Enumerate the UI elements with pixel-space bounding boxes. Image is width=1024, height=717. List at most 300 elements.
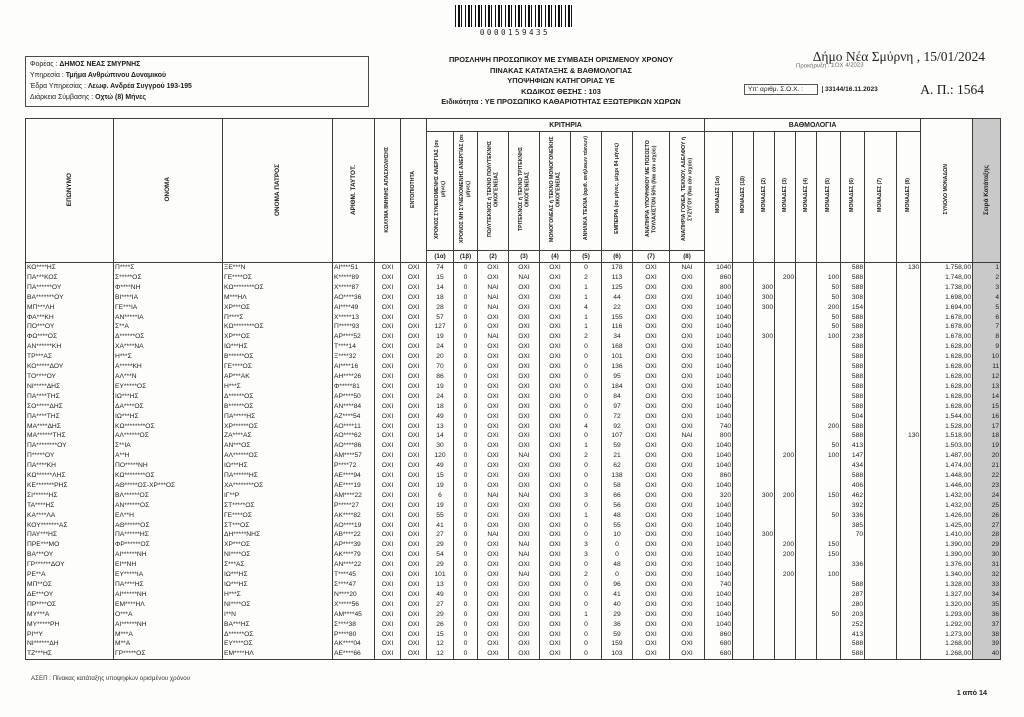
table-row xyxy=(26,332,1001,342)
table-row xyxy=(26,392,1001,402)
cell-crit-7: ΟΧΙ xyxy=(633,501,670,511)
cell-units-1a: 1040 xyxy=(705,481,733,491)
cell-crit-5: 1 xyxy=(571,610,602,620)
cell-crit-2: ΟΧΙ xyxy=(478,392,509,402)
cell-crit-6: 155 xyxy=(602,313,633,323)
cell-crit-1b: 0 xyxy=(454,491,478,501)
cell-units-2: 300 xyxy=(754,303,775,313)
cell-total: 1.432,00 xyxy=(921,501,973,511)
cell-units-1b xyxy=(733,530,754,540)
cell-crit-4: ΟΧΙ xyxy=(540,362,571,372)
cell-crit-7: ΟΧΙ xyxy=(633,550,670,560)
cell-units-8 xyxy=(897,322,921,332)
cell-father-name: ΙΓ**Ρ xyxy=(223,491,333,501)
cell-units-6: 588 xyxy=(841,263,865,273)
cell-units-3 xyxy=(775,461,796,471)
cell-name: ΒΙ****ΙΑ xyxy=(114,293,223,303)
cell-kolyma: ΟΧΙ xyxy=(375,649,401,659)
col-header-crit-6: ΕΜΠΕΙΡΙΑ (σε μήνες, μέχρι 84 μήνες) xyxy=(602,132,633,251)
cell-crit-7: ΟΧΙ xyxy=(633,313,670,323)
cell-units-1a: 1040 xyxy=(705,501,733,511)
cell-crit-2: ΟΧΙ xyxy=(478,263,509,273)
cell-crit-2: ΟΧΙ xyxy=(478,441,509,451)
cell-kolyma: ΟΧΙ xyxy=(375,481,401,491)
cell-father-name: ΧΡ***ΟΣ xyxy=(223,303,333,313)
cell-id-number: ΑΗ****26 xyxy=(333,372,375,382)
cell-kolyma: ΟΧΙ xyxy=(375,580,401,590)
table-row xyxy=(26,620,1001,630)
cell-units-7 xyxy=(865,402,897,412)
cell-crit-1b: 0 xyxy=(454,630,478,640)
cell-crit-1a: 49 xyxy=(427,412,454,422)
cell-units-5 xyxy=(817,431,841,441)
cell-rank: 15 xyxy=(973,402,1001,412)
cell-units-3 xyxy=(775,580,796,590)
cell-units-3 xyxy=(775,600,796,610)
cell-crit-2: ΟΧΙ xyxy=(478,620,509,630)
cell-crit-3: ΟΧΙ xyxy=(509,303,540,313)
cell-units-1b xyxy=(733,313,754,323)
cell-total: 1.293,00 xyxy=(921,610,973,620)
cell-units-1a: 1040 xyxy=(705,332,733,342)
cell-name: ΕΜ****ΗΛ xyxy=(114,600,223,610)
col-header-units-5: ΜΟΝΑΔΕΣ (5) xyxy=(817,132,841,263)
col-header-units-0: ΜΟΝΑΔΕΣ (1α) xyxy=(705,132,733,263)
cell-crit-6: 0 xyxy=(602,550,633,560)
cell-units-8 xyxy=(897,402,921,412)
cell-units-1b xyxy=(733,540,754,550)
cell-crit-4: ΟΧΙ xyxy=(540,639,571,649)
cell-id-number: ΑΕ****66 xyxy=(333,649,375,659)
cell-name: Δ******ΟΣ xyxy=(114,332,223,342)
cell-crit-1a: 19 xyxy=(427,481,454,491)
cell-units-2 xyxy=(754,501,775,511)
cell-units-1b xyxy=(733,352,754,362)
cell-crit-3: ΟΧΙ xyxy=(509,293,540,303)
table-body xyxy=(26,263,1001,660)
cell-crit-7: ΟΧΙ xyxy=(633,590,670,600)
cell-units-3 xyxy=(775,283,796,293)
cell-units-6: 588 xyxy=(841,639,865,649)
col-header-crit-2: ΠΟΛΥΤΕΚΝΟΣ ή ΤΕΚΝΟ ΠΟΛΥΤΕΚΝΗΣ ΟΙΚΟΓΕΝΕΙΑΣ xyxy=(478,132,509,251)
cell-id-number: ΑΟ****36 xyxy=(333,293,375,303)
cell-id-number: ΑΙ****51 xyxy=(333,263,375,273)
cell-name: Η***Σ xyxy=(114,352,223,362)
table-row xyxy=(26,491,1001,501)
sub-label-6: (6) xyxy=(602,251,633,263)
cell-entopiotita: ΟΧΙ xyxy=(401,372,427,382)
cell-units-7 xyxy=(865,362,897,372)
cell-entopiotita: ΟΧΙ xyxy=(401,283,427,293)
cell-crit-5: 3 xyxy=(571,540,602,550)
cell-crit-1a: 70 xyxy=(427,362,454,372)
cell-crit-8: ΟΧΙ xyxy=(670,590,705,600)
cell-crit-5: 0 xyxy=(571,471,602,481)
cell-surname: ΡΕ**Α xyxy=(26,570,114,580)
cell-entopiotita: ΟΧΙ xyxy=(401,342,427,352)
cell-crit-5: 0 xyxy=(571,639,602,649)
cell-crit-7: ΟΧΙ xyxy=(633,610,670,620)
info-row-edra xyxy=(30,81,364,92)
cell-crit-2: ΟΧΙ xyxy=(478,412,509,422)
cell-crit-1b: 0 xyxy=(454,580,478,590)
cell-kolyma: ΟΧΙ xyxy=(375,412,401,422)
cell-crit-4: ΟΧΙ xyxy=(540,313,571,323)
cell-units-2: 300 xyxy=(754,491,775,501)
cell-units-4 xyxy=(796,649,817,659)
cell-surname: ΡΙ**Υ xyxy=(26,630,114,640)
cell-father-name: Β******ΟΣ xyxy=(223,402,333,412)
cell-units-7 xyxy=(865,303,897,313)
cell-surname: ΜΥ***Α xyxy=(26,610,114,620)
cell-units-1a: 860 xyxy=(705,630,733,640)
col-header-crit-1β: ΧΡΟΝΟΣ ΜΗ ΣΥΝΕΧΟΜΕΝΗΣ ΑΝΕΡΓΙΑΣ (σε μήνες) xyxy=(454,132,478,251)
cell-units-1a: 860 xyxy=(705,471,733,481)
cell-crit-8: ΟΧΙ xyxy=(670,382,705,392)
cell-units-1b xyxy=(733,372,754,382)
cell-total: 1.340,00 xyxy=(921,570,973,580)
col-header-units-3: ΜΟΝΑΔΕΣ (3) xyxy=(775,132,796,263)
barcode-number: 0000159435 xyxy=(479,28,551,37)
cell-father-name: ΕΥ****ΟΣ xyxy=(223,639,333,649)
sub-label-4: (4) xyxy=(540,251,571,263)
cell-units-3: 200 xyxy=(775,540,796,550)
cell-units-5: 50 xyxy=(817,511,841,521)
cell-crit-1a: 12 xyxy=(427,639,454,649)
cell-units-8 xyxy=(897,412,921,422)
title-line-1: ΠΡΟΣΛΗΨΗ ΠΡΟΣΩΠΙΚΟΥ ΜΕ ΣΥΜΒΑΣΗ ΟΡΙΣΜΕΝΟΥ ΧΡΟΝΟΥ xyxy=(448,55,674,64)
cell-crit-3: ΟΧΙ xyxy=(509,441,540,451)
cell-father-name: Δ******ΟΣ xyxy=(223,392,333,402)
cell-units-1b xyxy=(733,263,754,273)
cell-rank: 18 xyxy=(973,431,1001,441)
cell-crit-8: ΟΧΙ xyxy=(670,570,705,580)
cell-crit-3: ΟΧΙ xyxy=(509,362,540,372)
cell-crit-8: ΟΧΙ xyxy=(670,441,705,451)
cell-units-6: 588 xyxy=(841,352,865,362)
cell-units-3: 200 xyxy=(775,570,796,580)
table-row xyxy=(26,521,1001,531)
cell-crit-2: ΟΧΙ xyxy=(478,511,509,521)
cell-crit-2: ΟΧΙ xyxy=(478,610,509,620)
cell-name: ΠΑ****ΗΣ xyxy=(114,580,223,590)
cell-units-5: 100 xyxy=(817,570,841,580)
cell-kolyma: ΟΧΙ xyxy=(375,392,401,402)
cell-units-4 xyxy=(796,293,817,303)
cell-crit-2: ΟΧΙ xyxy=(478,600,509,610)
cell-kolyma: ΟΧΙ xyxy=(375,620,401,630)
cell-crit-8: ΟΧΙ xyxy=(670,580,705,590)
cell-crit-5: 1 xyxy=(571,293,602,303)
cell-crit-4: ΟΧΙ xyxy=(540,352,571,362)
table-row xyxy=(26,639,1001,649)
cell-total: 1.678,00 xyxy=(921,332,973,342)
cell-total: 1.448,00 xyxy=(921,471,973,481)
cell-units-6: 588 xyxy=(841,422,865,432)
cell-units-7 xyxy=(865,620,897,630)
cell-units-1b xyxy=(733,392,754,402)
cell-crit-7: ΟΧΙ xyxy=(633,580,670,590)
cell-units-7 xyxy=(865,332,897,342)
info-row-foreas xyxy=(30,59,364,70)
cell-units-1a: 1040 xyxy=(705,382,733,392)
cell-crit-6: 184 xyxy=(602,382,633,392)
cell-units-2 xyxy=(754,630,775,640)
cell-units-1a: 1040 xyxy=(705,412,733,422)
cell-total: 1.327,00 xyxy=(921,590,973,600)
cell-name: ΑΝ*****ΙΑ xyxy=(114,313,223,323)
cell-units-1a: 1040 xyxy=(705,362,733,372)
cell-units-1a: 1040 xyxy=(705,560,733,570)
cell-father-name: Ι**Ν xyxy=(223,610,333,620)
cell-units-6: 203 xyxy=(841,610,865,620)
cell-units-1a: 860 xyxy=(705,273,733,283)
cell-units-2 xyxy=(754,590,775,600)
cell-crit-8: ΟΧΙ xyxy=(670,620,705,630)
cell-units-5 xyxy=(817,560,841,570)
cell-units-1b xyxy=(733,461,754,471)
cell-kolyma: ΟΧΙ xyxy=(375,639,401,649)
cell-surname: ΣΙ******ΗΣ xyxy=(26,491,114,501)
cell-name: ΙΩ***ΗΣ xyxy=(114,412,223,422)
cell-units-6: 147 xyxy=(841,451,865,461)
cell-units-3 xyxy=(775,431,796,441)
cell-father-name: ΖΑ****ΑΣ xyxy=(223,431,333,441)
col-header-crit-1α: ΧΡΟΝΟΣ ΣΥΝΕΧΟΜΕΝΗΣ ΑΝΕΡΓΙΑΣ (σε μήνες) xyxy=(427,132,454,251)
col-header-units-1: ΜΟΝΑΔΕΣ (1β) xyxy=(733,132,754,263)
cell-units-8 xyxy=(897,342,921,352)
cell-entopiotita: ΟΧΙ xyxy=(401,649,427,659)
cell-father-name: Δ******ΟΣ xyxy=(223,630,333,640)
title-line-5: Ειδικότητα : ΥΕ ΠΡΟΣΩΠΙΚΟ ΚΑΘΑΡΙΟΤΗΤΑΣ ΕΞΩΤΕΡΙΚΩΝ ΧΩΡΩΝ xyxy=(441,97,681,107)
cell-units-7 xyxy=(865,590,897,600)
cell-units-1b xyxy=(733,412,754,422)
cell-units-8 xyxy=(897,580,921,590)
cell-entopiotita: ΟΧΙ xyxy=(401,511,427,521)
cell-kolyma: ΟΧΙ xyxy=(375,263,401,273)
cell-surname: ΚΟ****ΗΣ xyxy=(26,263,114,273)
cell-units-5 xyxy=(817,461,841,471)
cell-crit-4: ΟΧΙ xyxy=(540,283,571,293)
cell-crit-1a: 14 xyxy=(427,431,454,441)
cell-id-number: ΑΟ****62 xyxy=(333,431,375,441)
cell-crit-7: ΟΧΙ xyxy=(633,570,670,580)
cell-crit-6: 72 xyxy=(602,412,633,422)
cell-id-number: Ρ****80 xyxy=(333,630,375,640)
cell-surname: ΣΟ*****ΔΗΣ xyxy=(26,402,114,412)
cell-rank: 23 xyxy=(973,481,1001,491)
cell-crit-6: 21 xyxy=(602,451,633,461)
cell-kolyma: ΟΧΙ xyxy=(375,441,401,451)
cell-id-number: ΑΜ****45 xyxy=(333,610,375,620)
sub-label-1β: (1β) xyxy=(454,251,478,263)
cell-crit-3: ΟΧΙ xyxy=(509,649,540,659)
cell-crit-3: ΟΧΙ xyxy=(509,639,540,649)
cell-kolyma: ΟΧΙ xyxy=(375,630,401,640)
cell-units-8 xyxy=(897,273,921,283)
cell-crit-6: 92 xyxy=(602,422,633,432)
cell-units-5 xyxy=(817,620,841,630)
cell-units-6 xyxy=(841,570,865,580)
cell-units-2 xyxy=(754,431,775,441)
cell-units-5 xyxy=(817,481,841,491)
cell-crit-1a: 101 xyxy=(427,570,454,580)
col-header-crit-7: ΑΝΑΠΗΡΙΑ ΥΠΟΨΗΦΙΟΥ ΜΕ ΠΟΣΟΣΤΟ ΤΟΥΛΑΧΙΣΤΟΝ 50% (Ναι εάν ισχύει) xyxy=(633,132,670,251)
agency-info-box xyxy=(25,56,369,107)
cell-name: Σ**ΙΑ xyxy=(114,441,223,451)
cell-entopiotita: ΟΧΙ xyxy=(401,481,427,491)
cell-units-7 xyxy=(865,412,897,422)
cell-crit-4: ΟΧΙ xyxy=(540,422,571,432)
cell-units-3 xyxy=(775,481,796,491)
cell-rank: 1 xyxy=(973,263,1001,273)
cell-father-name: ΝΙ****ΟΣ xyxy=(223,600,333,610)
cell-units-6: 308 xyxy=(841,293,865,303)
cell-crit-8: ΟΧΙ xyxy=(670,362,705,372)
cell-units-5 xyxy=(817,402,841,412)
cell-crit-7: ΟΧΙ xyxy=(633,521,670,531)
cell-units-7 xyxy=(865,639,897,649)
cell-kolyma: ΟΧΙ xyxy=(375,402,401,412)
cell-crit-1b: 0 xyxy=(454,481,478,491)
cell-units-8 xyxy=(897,600,921,610)
cell-crit-1b: 0 xyxy=(454,521,478,531)
cell-crit-7: ΟΧΙ xyxy=(633,639,670,649)
cell-units-7 xyxy=(865,451,897,461)
cell-crit-3: ΟΧΙ xyxy=(509,630,540,640)
cell-crit-8: ΟΧΙ xyxy=(670,461,705,471)
cell-crit-2: ΝΑΙ xyxy=(478,303,509,313)
cell-units-6: 413 xyxy=(841,630,865,640)
cell-name: ΠΟ*****ΝΗ xyxy=(114,461,223,471)
cell-entopiotita: ΟΧΙ xyxy=(401,293,427,303)
cell-entopiotita: ΟΧΙ xyxy=(401,451,427,461)
cell-crit-7: ΟΧΙ xyxy=(633,600,670,610)
cell-units-4 xyxy=(796,501,817,511)
cell-units-1a: 1040 xyxy=(705,372,733,382)
cell-units-1a: 1040 xyxy=(705,451,733,461)
cell-units-1a: 1040 xyxy=(705,293,733,303)
cell-crit-8: ΟΧΙ xyxy=(670,372,705,382)
cell-units-2 xyxy=(754,451,775,461)
cell-total: 1.390,00 xyxy=(921,540,973,550)
cell-rank: 16 xyxy=(973,412,1001,422)
cell-units-8 xyxy=(897,313,921,323)
cell-crit-1b: 0 xyxy=(454,422,478,432)
cell-units-5 xyxy=(817,372,841,382)
cell-crit-8: ΟΧΙ xyxy=(670,491,705,501)
cell-units-5 xyxy=(817,590,841,600)
cell-name: ΓΕ***ΙΑ xyxy=(114,303,223,313)
cell-units-6: 588 xyxy=(841,471,865,481)
cell-units-8 xyxy=(897,461,921,471)
table-row xyxy=(26,372,1001,382)
sox-label: Υπ' αριθμ. Σ.Ο.Χ. : xyxy=(744,84,818,95)
cell-units-4 xyxy=(796,550,817,560)
cell-crit-1a: 29 xyxy=(427,610,454,620)
cell-units-6: 588 xyxy=(841,382,865,392)
cell-units-3 xyxy=(775,392,796,402)
cell-units-1a: 1040 xyxy=(705,402,733,412)
col-header-surname: ΕΠΩΝΥΜΟ xyxy=(26,119,114,263)
cell-units-4 xyxy=(796,600,817,610)
cell-units-6: 287 xyxy=(841,590,865,600)
cell-units-2 xyxy=(754,560,775,570)
cell-units-1a: 1040 xyxy=(705,530,733,540)
col-header-units-8: ΜΟΝΑΔΕΣ (8) xyxy=(897,132,921,263)
table-row xyxy=(26,313,1001,323)
cell-father-name: ΑΛ******ΟΣ xyxy=(223,451,333,461)
cell-surname: ΤΖ***ΗΣ xyxy=(26,649,114,659)
cell-crit-6: 56 xyxy=(602,501,633,511)
cell-units-7 xyxy=(865,313,897,323)
cell-units-6: 252 xyxy=(841,620,865,630)
cell-units-8 xyxy=(897,649,921,659)
info-value: Τμήμα Ανθρώπινου Δυναμικού xyxy=(65,72,166,79)
cell-crit-1a: 54 xyxy=(427,550,454,560)
info-label: Υπηρεσία : xyxy=(30,72,64,79)
cell-units-2 xyxy=(754,441,775,451)
cell-units-7 xyxy=(865,283,897,293)
cell-crit-4: ΟΧΙ xyxy=(540,501,571,511)
cell-units-3 xyxy=(775,422,796,432)
cell-crit-2: ΟΧΙ xyxy=(478,540,509,550)
cell-crit-1b: 0 xyxy=(454,322,478,332)
cell-crit-5: 0 xyxy=(571,590,602,600)
cell-units-3 xyxy=(775,322,796,332)
cell-entopiotita: ΟΧΙ xyxy=(401,352,427,362)
cell-crit-4: ΟΧΙ xyxy=(540,649,571,659)
cell-father-name: ΣΤ*****ΟΣ xyxy=(223,501,333,511)
cell-crit-5: 0 xyxy=(571,600,602,610)
cell-name: ΑΛ******ΟΣ xyxy=(114,431,223,441)
cell-units-4 xyxy=(796,402,817,412)
cell-crit-1b: 0 xyxy=(454,550,478,560)
table-row xyxy=(26,570,1001,580)
cell-units-3 xyxy=(775,263,796,273)
cell-rank: 19 xyxy=(973,441,1001,451)
cell-crit-3: ΟΧΙ xyxy=(509,332,540,342)
cell-total: 1.628,00 xyxy=(921,352,973,362)
cell-units-2 xyxy=(754,600,775,610)
cell-crit-2: ΟΧΙ xyxy=(478,382,509,392)
cell-crit-1a: 12 xyxy=(427,649,454,659)
cell-crit-1a: 28 xyxy=(427,303,454,313)
info-row-diarkeia xyxy=(30,92,364,103)
cell-crit-6: 116 xyxy=(602,322,633,332)
col-header-kolyma: ΚΩΛΥΜΑ 8ΜΗΝΗΣ ΑΠΑΣΧΟΛΗΣΗΣ xyxy=(375,119,401,263)
cell-crit-8: ΝΑΙ xyxy=(670,431,705,441)
cell-units-1a: 1040 xyxy=(705,550,733,560)
cell-id-number: ΑΝ****84 xyxy=(333,402,375,412)
cell-units-2 xyxy=(754,580,775,590)
cell-id-number: ΑΕ****94 xyxy=(333,471,375,481)
cell-rank: 17 xyxy=(973,422,1001,432)
cell-crit-2: ΟΧΙ xyxy=(478,570,509,580)
cell-units-8 xyxy=(897,610,921,620)
cell-name: ΠΑ******ΗΣ xyxy=(114,530,223,540)
cell-units-8 xyxy=(897,560,921,570)
cell-total: 1.678,00 xyxy=(921,322,973,332)
cell-units-4 xyxy=(796,620,817,630)
info-row-ypiresia xyxy=(30,70,364,81)
cell-kolyma: ΟΧΙ xyxy=(375,600,401,610)
cell-id-number: Σ****38 xyxy=(333,620,375,630)
cell-crit-7: ΟΧΙ xyxy=(633,491,670,501)
cell-units-3 xyxy=(775,649,796,659)
cell-name: ΓΡ*****ΟΣ xyxy=(114,649,223,659)
cell-units-8 xyxy=(897,550,921,560)
